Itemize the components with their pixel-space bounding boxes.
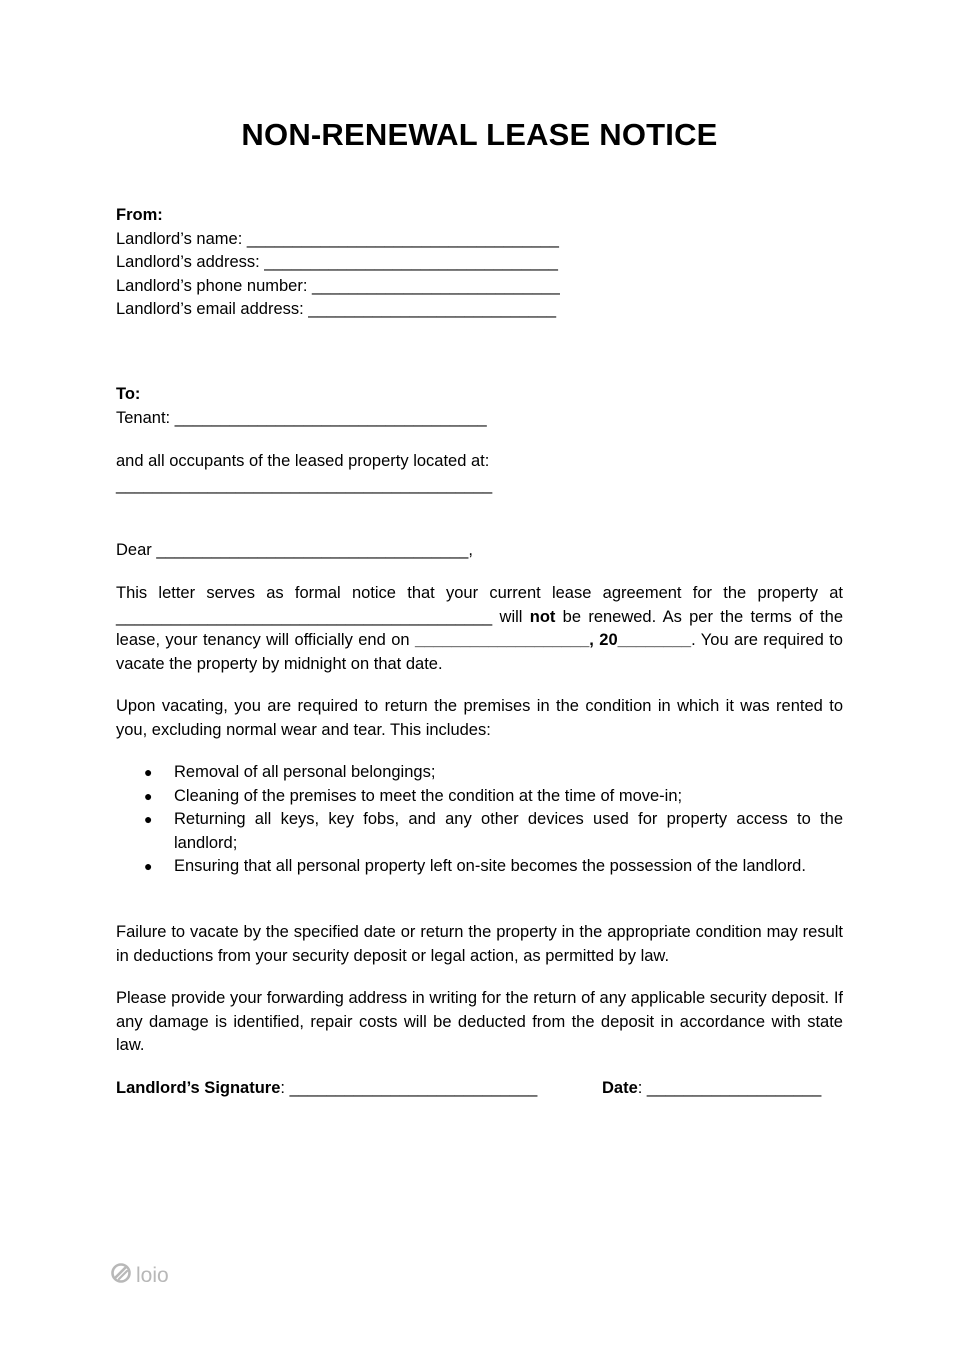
logo-text: loio: [136, 1264, 169, 1287]
to-heading: To:: [116, 385, 141, 403]
end-date-blank: ___________________, 20________: [414, 631, 692, 649]
landlord-name-field: Landlord’s name: __________________________________: [116, 229, 559, 248]
list-item: [116, 855, 843, 879]
list-item: [116, 761, 843, 785]
list-item-text: Removal of all personal belongings;: [174, 763, 436, 781]
date-blank: : ___________________: [637, 1079, 822, 1097]
occupants-address-blank: _________________________________________: [116, 475, 493, 494]
loio-logo: [110, 1262, 169, 1290]
list-item-text: Returning all keys, key fobs, and any other devices used for property access to the landlord;: [174, 810, 843, 852]
to-section: [116, 383, 843, 430]
bullet-icon: ●: [144, 811, 153, 827]
tenant-field: Tenant: __________________________________: [116, 408, 487, 427]
bullet-icon: ●: [144, 764, 153, 780]
list-item-text: Cleaning of the premises to meet the condition at the time of move-in;: [174, 786, 683, 805]
notice-text-part2: be renewed. As per the terms of the lease, your tenancy will officially end on: [116, 607, 843, 649]
landlord-address-field: Landlord’s address: ________________________________: [116, 253, 558, 271]
occupants-section: [116, 450, 843, 497]
forwarding-address-paragraph: Please provide your forwarding address in writing for the return of any applicable security deposit. If any damage is identified, repair costs will be deducted from the deposit in accordance with state law.: [116, 989, 843, 1054]
failure-paragraph: Failure to vacate by the specified date or return the property in the appropriate condition may result in deductions from your security deposit or legal action, as permitted by law.: [116, 923, 843, 965]
list-item: [116, 785, 843, 809]
signature-label: Landlord’s Signature: [116, 1079, 281, 1097]
requirements-list: [116, 761, 843, 879]
from-heading: From:: [116, 206, 163, 224]
salutation: Dear __________________________________,: [116, 541, 473, 559]
from-section: [116, 204, 843, 322]
bullet-icon: ●: [144, 787, 153, 804]
notice-text-part3: . You are required to vacate the property by midnight on that date.: [116, 631, 843, 673]
list-item: [116, 808, 843, 855]
landlord-email-field: Landlord’s email address: ___________________________: [116, 300, 557, 318]
document-title: NON-RENEWAL LEASE NOTICE: [241, 117, 718, 152]
landlord-phone-field: Landlord’s phone number: ___________________________: [116, 276, 560, 295]
list-item-text: Ensuring that all personal property left on-site becomes the possession of the landlord.: [174, 857, 806, 875]
condition-paragraph: Upon vacating, you are required to return the premises in the condition in which it was rented to you, excluding normal wear and tear. This includes:: [116, 697, 843, 739]
notice-not-emphasis: not: [529, 607, 556, 626]
signature-row: [116, 1077, 843, 1101]
date-field: [602, 1077, 821, 1101]
loio-logo-icon: [110, 1262, 136, 1290]
date-label: Date: [602, 1079, 638, 1097]
bullet-icon: ●: [144, 858, 153, 874]
notice-paragraph: [116, 582, 843, 676]
signature-blank: : ___________________________: [280, 1079, 538, 1097]
occupants-label: and all occupants of the leased property located at:: [116, 452, 490, 470]
notice-text-part1: This letter serves as formal notice that your current lease agreement for the property at _________________________________________ will: [116, 584, 843, 626]
